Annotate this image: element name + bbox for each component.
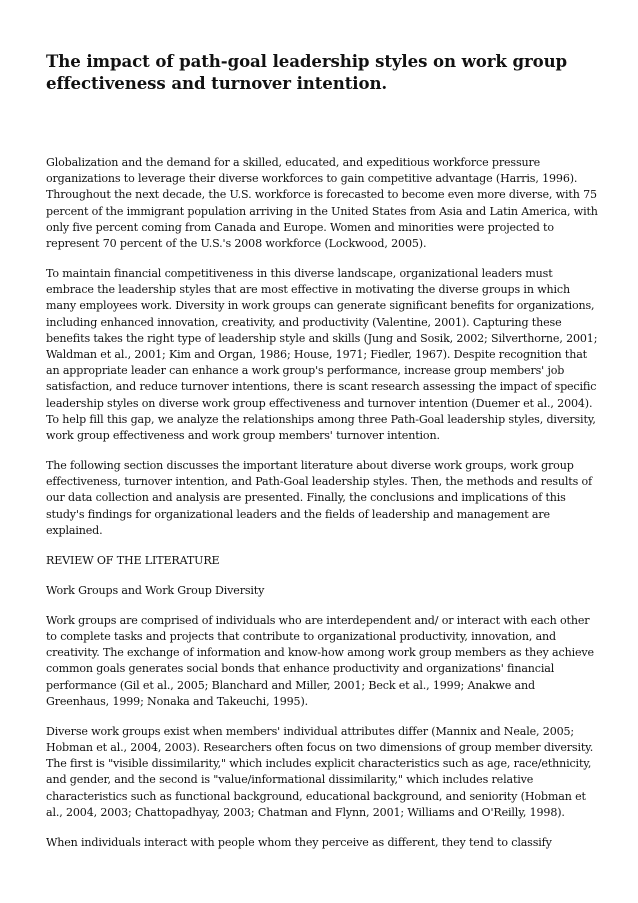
document-title: The impact of path-goal leadership styles on work group effectiveness and turnover intention. [46,51,568,93]
paragraph-section-overview: The following section discusses the important literature about diverse work groups, work group effectiveness, turnover intention, and Path-Goal leadership styles. Then, the methods and results of our data collection and analysis are presented. Finally, the conclusions and implications of this study's findings for organizational leaders and the fields of leadership and management are explained. [46,459,593,537]
paragraph-diverse-work-groups: Diverse work groups exist when members' individual attributes differ (Mannix and Neale, 2005; Hobman et al., 2004, 2003). Researchers often focus on two dimensions of group member diversity. The first is "visible dissimilarity," which includes explicit characteristics such as age, race/ethnicity, and gender, and the second is "value/informational dissimilarity," which includes relative characteristics such as functional background, educational background, and seniority (Hobman et al., 2004, 2003; Chattopadhyay, 2003; Chatman and Flynn, 2001; Williams and O'Reilly, 1998). [46,724,594,819]
document-body [46,155,598,851]
paragraph-classification: When individuals interact with people whom they perceive as different, they tend to classify [46,835,552,849]
subsection-heading-work-groups: Work Groups and Work Group Diversity [46,583,265,597]
paragraph-work-groups: Work groups are comprised of individuals who are interdependent and/ or interact with each other to complete tasks and projects that contribute to organizational productivity, innovation, and creativity. The exchange of information and know-how among work group members as they achieve common goals generates social bonds that enhance productivity and organizations' financial performance (Gil et al., 2005; Blanchard and Miller, 2001; Beck et al., 1999; Anakwe and Greenhaus, 1999; Nonaka and Takeuchi, 1995). [46,613,594,708]
paragraph-globalization: Globalization and the demand for a skilled, educated, and expeditious workforce pressure organizations to leverage their diverse workforces to gain competitive advantage (Harris, 1996). Throughout the next decade, the U.S. workforce is forecasted to become even more diverse, with 75 percent of the immigrant population arriving in the United States from Asia and Latin America, with only five percent coming from Canada and Europe. Women and minorities were projected to represent 70 percent of the U.S.'s 2008 workforce (Lockwood, 2005). [46,156,598,251]
paragraph-financial-competitiveness: To maintain financial competitiveness in this diverse landscape, organizational leaders must embrace the leadership styles that are most effective in motivating the diverse groups in which many employees work. Diversity in work groups can generate significant benefits for organizations, including enhanced innovation, creativity, and productivity (Valentine, 2001). Capturing these benefits takes the right type of leadership style and skills (Jung and Sosik, 2002; Silverthorne, 2001; Waldman et al., 2001; Kim and Organ, 1986; House, 1971; Fiedler, 1967). Despite recognition that an appropriate leader can enhance a work group's performance, increase group members' job satisfaction, and reduce turnover intentions, there is scant research assessing the impact of specific leadership styles on diverse work group effectiveness and turnover intention (Duemer et al., 2004). To help fill this gap, we analyze the relationships among three Path-Goal leadership styles, diversity, work group effectiveness and work group members' turnover intention. [46,267,598,443]
document-page [46,50,598,865]
section-heading-literature-review: REVIEW OF THE LITERATURE [46,553,220,567]
